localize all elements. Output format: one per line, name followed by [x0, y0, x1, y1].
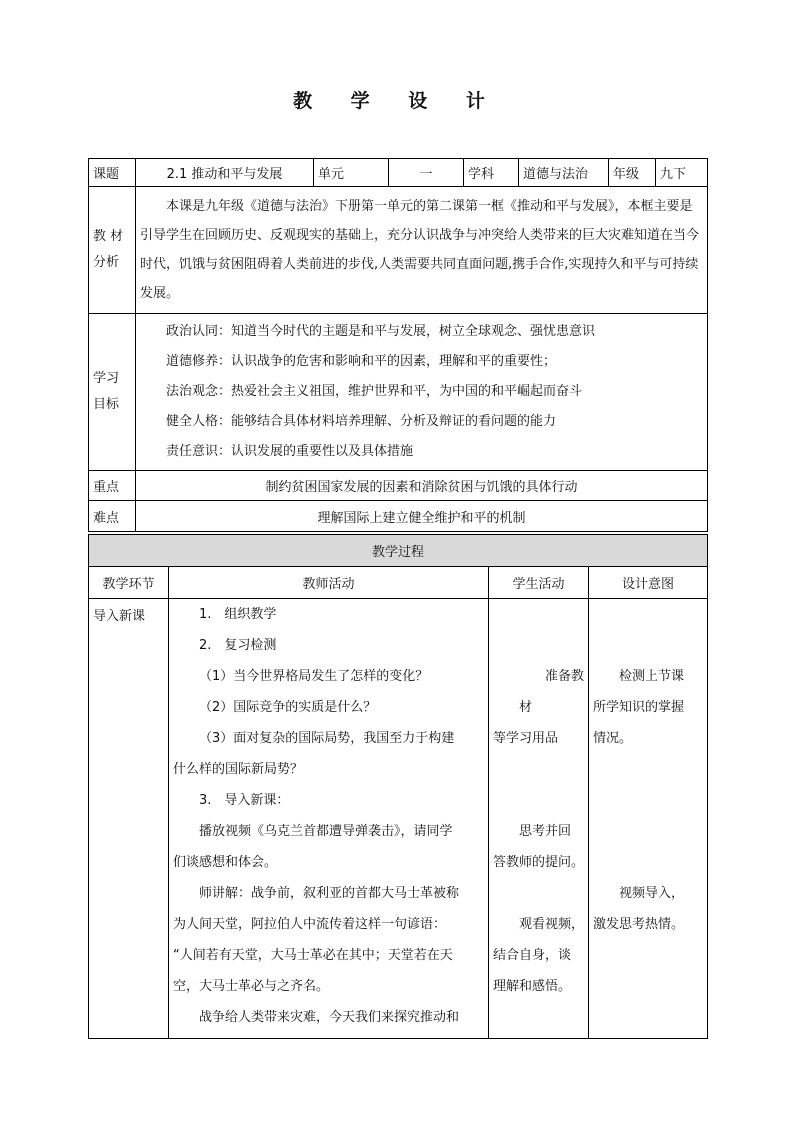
teacher-line: 为人间天堂，阿拉伯人中流传着这样一句谚语： — [173, 917, 447, 932]
col-student-header: 学生活动 — [489, 567, 589, 599]
goal-item: 道德修养：认识战争的危害和影响和平的因素，理解和平的重要性； — [166, 354, 557, 369]
teacher-line: 什么样的国际新局势？ — [173, 762, 304, 777]
grade-value: 九下 — [656, 159, 708, 187]
goal-item: 责任意识：认识发展的重要性以及具体措施 — [166, 444, 414, 459]
student-line-text: 思考并回 — [519, 824, 572, 839]
teacher-line: 2. 复习检测 — [199, 638, 277, 653]
teacher-line: 们谈感想和体会。 — [173, 855, 278, 870]
key-point-text: 制约贫困国家发展的因素和消除贫困与饥饿的具体行动 — [136, 471, 708, 501]
stage-cell: 导入新课 — [89, 599, 169, 1039]
intent-line-text: 视频导入， — [619, 886, 685, 901]
col-stage-header: 教学环节 — [89, 567, 169, 599]
student-line-text: 观看视频， — [519, 917, 585, 932]
student-line — [493, 661, 584, 723]
student-line: 理解和感悟。 — [493, 979, 572, 994]
teaching-process-table — [88, 534, 708, 1039]
student-line — [493, 909, 584, 940]
intent-line — [593, 878, 703, 909]
goals-label: 学习 目标 — [89, 314, 136, 471]
teacher-line: 战争给人类带来灾难，今天我们来探究推动和 — [199, 1010, 460, 1025]
teacher-line: （3）面对复杂的国际局势，我国至力于构建 — [199, 731, 455, 746]
analysis-label: 教 材 分析 — [89, 187, 136, 314]
lesson-label: 课题 — [89, 159, 136, 187]
subject-label: 学科 — [464, 159, 519, 187]
design-intent-cell — [589, 599, 708, 1039]
teacher-line: 3. 导入新课： — [199, 793, 290, 808]
process-header: 教学过程 — [89, 535, 708, 567]
teacher-line: 1. 组织教学 — [199, 607, 277, 622]
teacher-line: “人间若有天堂，大马士革必在其中；天堂若在天 — [173, 948, 453, 963]
col-intent-header: 设计意图 — [589, 567, 708, 599]
lesson-info-table — [88, 158, 708, 532]
student-line-text: 准备教材 — [519, 669, 585, 715]
teacher-activity-cell — [169, 599, 489, 1039]
goals-list — [136, 314, 708, 471]
difficulty-label: 难点 — [89, 501, 136, 532]
student-line: 结合自身，谈 — [493, 948, 572, 963]
teacher-line: （2）国际竞争的实质是什么？ — [199, 700, 377, 715]
lesson-value: 2.1 推动和平与发展 — [136, 159, 314, 187]
subject-value: 道德与法治 — [519, 159, 609, 187]
key-point-label: 重点 — [89, 471, 136, 501]
goal-item: 法治观念：热爱社会主义祖国，维护世界和平，为中国的和平崛起而奋斗 — [166, 384, 583, 399]
teacher-line: 师讲解：战争前，叙利亚的首都大马士革被称 — [199, 886, 460, 901]
intent-line: 所学知识的掌握 — [593, 700, 685, 715]
student-activity-cell — [489, 599, 589, 1039]
unit-label: 单元 — [314, 159, 389, 187]
teacher-line: （1）当今世界格局发生了怎样的变化？ — [199, 669, 429, 684]
document-title: 教 学 设 计 — [293, 90, 501, 112]
col-teacher-header: 教师活动 — [169, 567, 489, 599]
teacher-line: 空，大马士革必与之齐名。 — [173, 979, 330, 994]
intent-line: 激发思考热情。 — [593, 917, 685, 932]
difficulty-text: 理解国际上建立健全维护和平的机制 — [136, 501, 708, 532]
analysis-text: 本课是九年级《道德与法治》下册第一单元的第二课第一框《推动和平与发展》，本框主要是引导学生在回顾历史、反观现实的基础上，充分认识战争与冲突给人类带来的巨大灾难知道在当今时代，饥饿与贫困阻碍着人类前进的步伐,人类需要共同直面问题,携手合作,实现持久和平与可持续发展。 — [136, 187, 708, 314]
student-line — [493, 816, 584, 847]
intent-line: 情况。 — [593, 731, 633, 746]
intent-line-text: 检测上节课 — [619, 669, 685, 684]
student-line: 等学习用品 — [493, 731, 559, 746]
goal-item: 健全人格：能够结合具体材料培养理解、分析及辩证的看问题的能力 — [166, 414, 557, 429]
unit-value: 一 — [389, 159, 464, 187]
intent-line — [593, 661, 703, 692]
goal-item: 政治认同：知道当今时代的主题是和平与发展，树立全球观念、强忧患意识 — [166, 324, 596, 339]
student-line: 答教师的提问。 — [493, 855, 585, 870]
grade-label: 年级 — [609, 159, 656, 187]
teacher-line: 播放视频《乌克兰首都遭导弹袭击》，请同学 — [199, 824, 453, 839]
